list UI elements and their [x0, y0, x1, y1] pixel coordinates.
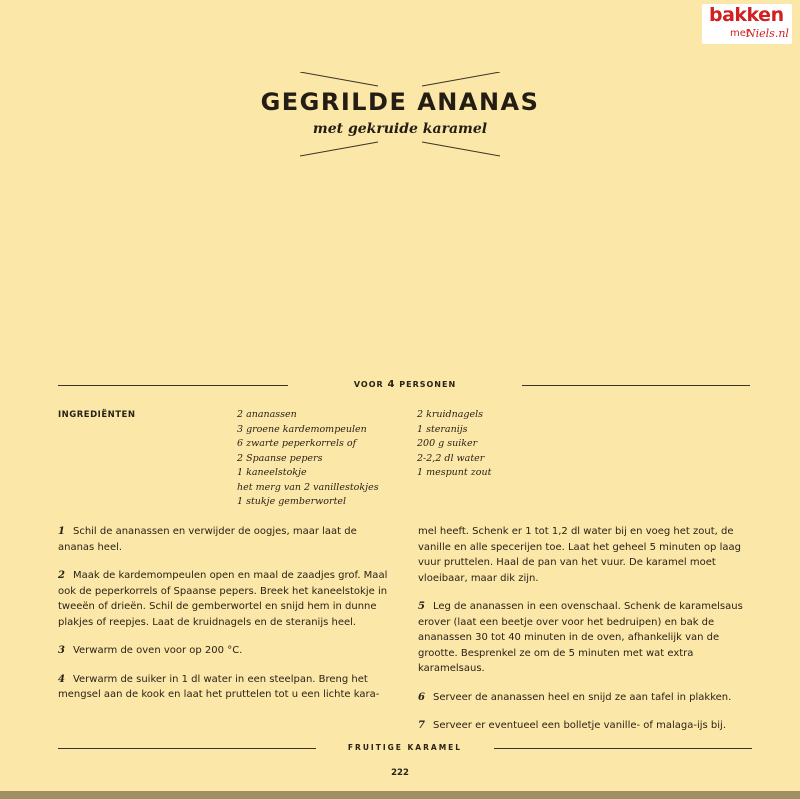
method-step: [418, 690, 756, 706]
logo-text-bakken: bakken: [709, 4, 784, 26]
ingredient-item: 2 ananassen: [237, 409, 297, 420]
ingredient-item: 2-2,2 dl water: [417, 452, 485, 464]
method-column-right: [418, 524, 756, 747]
step-number: 7: [418, 720, 425, 731]
method-step: [58, 524, 396, 555]
method-column-left: [58, 524, 396, 716]
ingredient-item: 2 kruidnagels: [417, 409, 483, 420]
page-number: 222: [391, 768, 409, 778]
scan-edge: [0, 791, 800, 799]
servings-number: 4: [387, 379, 396, 390]
step-number: 1: [58, 526, 65, 537]
step-text: Verwarm de oven voor op 200 °C.: [72, 645, 243, 656]
method-step: [58, 643, 396, 659]
footer-rule-right: [494, 748, 752, 749]
ingredient-item: 200 g suiker: [417, 438, 478, 449]
method-step: [58, 672, 396, 703]
ingredient-item: het merg van 2 vanillestokjes: [237, 481, 379, 493]
ingredient-item: 3 groene kardemompeulen: [237, 423, 367, 435]
ingredients-column-1: [237, 408, 379, 510]
step-number: 5: [418, 601, 425, 612]
servings-rule-right: [522, 385, 750, 386]
method-step: [418, 599, 756, 677]
site-logo[interactable]: [702, 4, 792, 44]
recipe-title: GEGRILDE ANANAS: [260, 88, 540, 116]
method-step: [58, 568, 396, 630]
step-text: Maak de kardemompeulen open en maal de zaadjes grof. Maal ook de peperkorrels of Spaanse pepers. Breek het kaneelstokje in tweeën of drieën. Schil de gemberwortel en snijd hem in dunne plakjes of reepjes. Laat de kruidnagels en de steranijs heel.: [58, 570, 388, 628]
ingredients-column-2: [417, 408, 491, 481]
step-number: 6: [418, 691, 425, 703]
ingredient-item: 1 mespunt zout: [417, 467, 492, 478]
ingredient-item: 2 Spaanse pepers: [237, 452, 323, 464]
chapter-label: FRUITIGE KARAMEL: [347, 743, 463, 752]
method-step: [418, 718, 756, 734]
method-step-continuation: mel heeft. Schenk er 1 tot 1,2 dl water bij en voeg het zout, de vanille en alle specerijen toe. Laat het geheel 5 minuten op laag vuur pruttelen. Haal de pan van het vuur. De karamel moet vloeibaar, maar dik zijn.: [418, 526, 741, 584]
ingredient-item: 6 zwarte peperkorrels of: [237, 438, 357, 449]
ingredient-item: 1 kaneelstokje: [237, 467, 307, 478]
servings-suffix: PERSONEN: [399, 380, 457, 389]
step-text: Schil de ananassen en verwijder de oogjes, maar laat de ananas heel.: [58, 526, 357, 553]
step-number: 4: [58, 673, 65, 685]
ingredient-item: 1 steranijs: [417, 423, 468, 435]
ingredient-item: 1 stukje gemberwortel: [237, 496, 347, 507]
step-number: 3: [58, 645, 65, 656]
step-text: Leg de ananassen in een ovenschaal. Schenk de karamelsaus erover (laat een beetje over voor het bedruipen) en bak de ananassen 30 tot 40 minuten in de oven, afhankelijk van de grootte. Besprenkel ze om de 5 minuten met wat extra karamelsaus.: [418, 601, 743, 674]
recipe-subtitle: met gekruide karamel: [312, 121, 488, 137]
servings-rule-left: [58, 385, 288, 386]
step-text: Verwarm de suiker in 1 dl water in een steelpan. Breng het mengsel aan de kook en laat het pruttelen tot u een lichte kara-: [58, 673, 380, 700]
logo-text-met: met: [730, 28, 750, 39]
step-number: 2: [58, 570, 65, 581]
step-text: Serveer de ananassen heel en snijd ze aan tafel in plakken.: [432, 691, 732, 703]
ingredients-heading: INGREDIËNTEN: [58, 410, 136, 420]
servings-label: [290, 379, 520, 390]
logo-text-niels: Niels.nl: [746, 27, 789, 40]
servings-prefix: VOOR: [353, 380, 384, 389]
title-decoration: [300, 72, 500, 162]
step-text: Serveer er eventueel een bolletje vanille- of malaga-ijs bij.: [432, 720, 727, 731]
footer-rule-left: [58, 748, 316, 749]
